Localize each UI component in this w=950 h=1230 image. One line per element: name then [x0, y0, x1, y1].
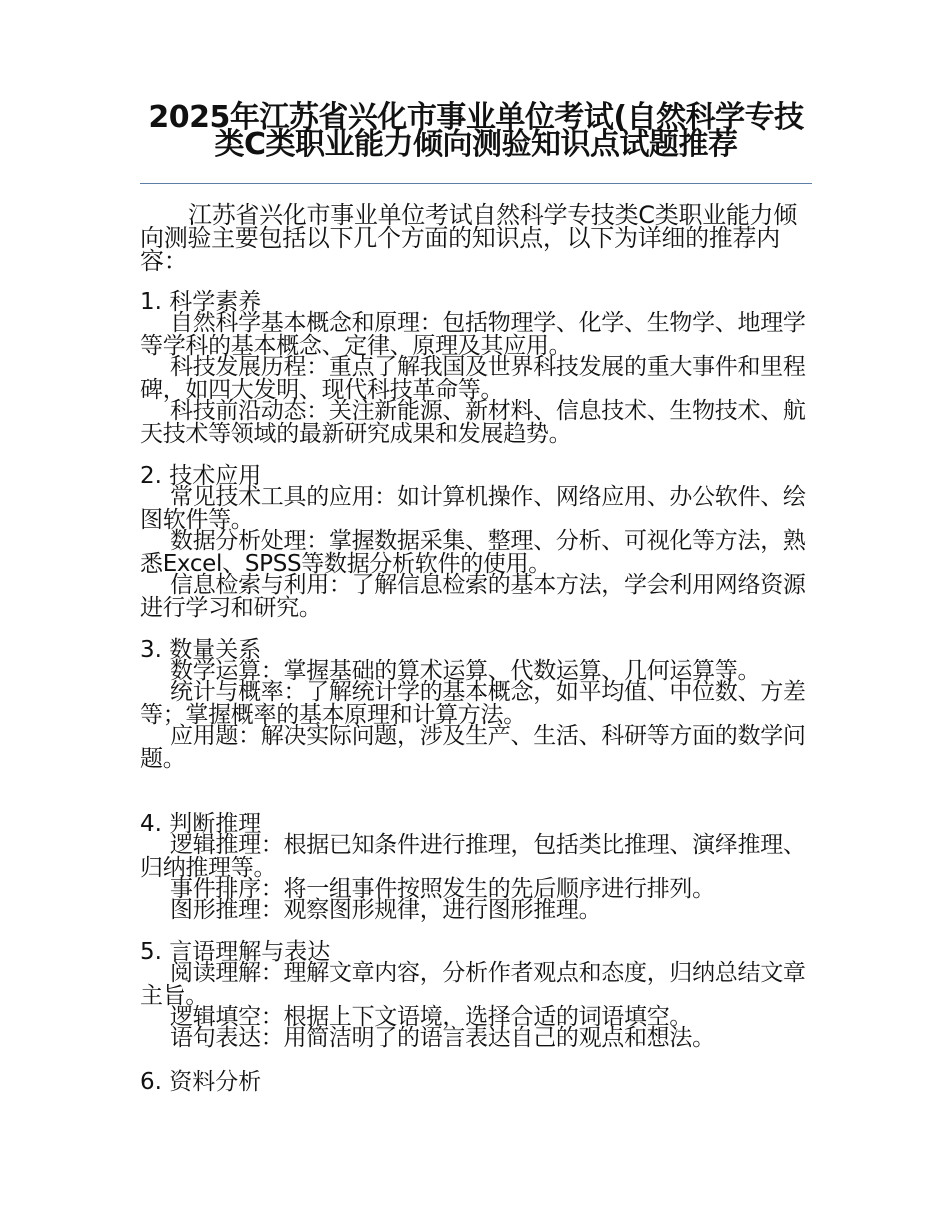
section-item: 应用题：解决实际问题，涉及生产、生活、科研等方面的数学问题。 — [140, 723, 806, 772]
section-item: 自然科学基本概念和原理：包括物理学、化学、生物学、地理学等学科的基本概念、定律、原理及其应用。 — [140, 310, 806, 359]
section-reasoning — [140, 812, 812, 922]
document-title: 2025年江苏省兴化市事业单位考试(自然科学专技类C类职业能力倾向测验知识点试题推荐 — [148, 100, 804, 162]
section-verbal — [140, 940, 812, 1050]
section-item: 逻辑推理：根据已知条件进行推理，包括类比推理、演绎推理、归纳推理等。 — [140, 832, 806, 881]
section-item: 数据分析处理：掌握数据采集、整理、分析、可视化等方法，熟悉Excel、SPSS等数据分析软件的使用。 — [140, 528, 806, 577]
section-heading: 3. 数量关系 — [140, 637, 262, 663]
section-item: 语句表达：用简洁明了的语言表达自己的观点和想法。 — [170, 1025, 715, 1051]
section-science-literacy — [140, 290, 812, 446]
title-divider — [140, 183, 812, 184]
section-heading: 6. 资料分析 — [140, 1069, 262, 1095]
section-item: 阅读理解：理解文章内容，分析作者观点和态度，归纳总结文章主旨。 — [140, 960, 806, 1009]
section-item: 数学运算：掌握基础的算术运算、代数运算、几何运算等。 — [170, 658, 761, 684]
section-item: 事件排序：将一组事件按照发生的先后顺序进行排列。 — [170, 876, 715, 902]
section-item: 统计与概率：了解统计学的基本概念，如平均值、中位数、方差等；掌握概率的基本原理和计算方法。 — [140, 679, 806, 728]
section-heading: 2. 技术应用 — [140, 463, 262, 489]
section-item: 图形推理：观察图形规律，进行图形推理。 — [170, 897, 602, 923]
section-quantitative — [140, 638, 812, 771]
section-item: 逻辑填空：根据上下文语境，选择合适的词语填空。 — [170, 1004, 693, 1030]
section-data-analysis — [140, 1070, 812, 1094]
section-item: 科技发展历程：重点了解我国及世界科技发展的重大事件和里程碑，如四大发明、现代科技革命等。 — [140, 354, 806, 403]
section-heading: 5. 言语理解与表达 — [140, 939, 331, 965]
section-item: 信息检索与利用：了解信息检索的基本方法，学会利用网络资源进行学习和研究。 — [140, 572, 806, 621]
section-item: 科技前沿动态：关注新能源、新材料、信息技术、生物技术、航天技术等领域的最新研究成果和发展趋势。 — [140, 398, 806, 447]
section-tech-application — [140, 464, 812, 620]
intro-paragraph: 江苏省兴化市事业单位考试自然科学专技类C类职业能力倾向测验主要包括以下几个方面的知识点，以下为详细的推荐内容： — [140, 201, 797, 275]
section-heading: 1. 科学素养 — [140, 289, 262, 315]
section-heading: 4. 判断推理 — [140, 811, 262, 837]
section-item: 常见技术工具的应用：如计算机操作、网络应用、办公软件、绘图软件等。 — [140, 484, 806, 533]
